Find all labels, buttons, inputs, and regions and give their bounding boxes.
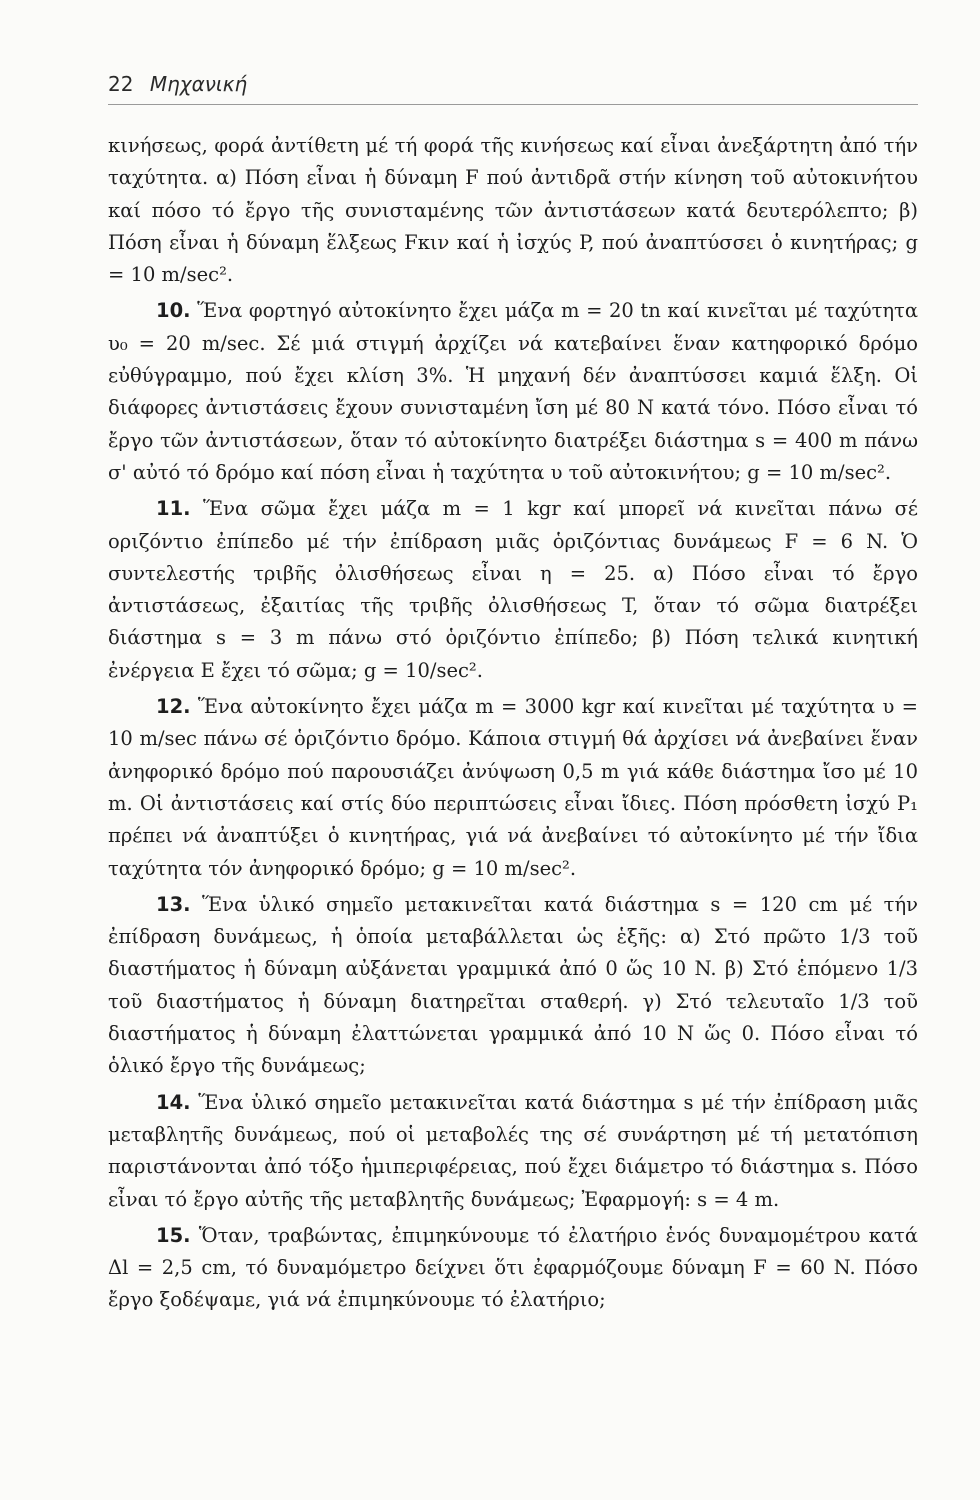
exercise-14 — [108, 1087, 918, 1216]
exercise-10 — [108, 295, 918, 489]
exercise-text: Ἕνα φορτηγό αὐτοκίνητο ἔχει μάζα m = 20 tn καί κινεῖται μέ ταχύτητα υ₀ = 20 m/sec. Σέ μιά στιγμή ἀρχίζει νά κατεβαίνει ἕναν κατηφορικό δρόμο εὐθύγραμμο, πού ἔχει κλίση 3%. Ἡ μηχανή δέν ἀναπτύσσει καμιά ἕλξη. Οἱ διάφορες ἀντιστάσεις ἔχουν συνισταμένη ἴση μέ 80 N κατά τόνο. Πόσο εἶναι τό ἔργο τῶν ἀντιστάσεων, ὅταν τό αὐτοκίνητο διατρέξει διάστημα s = 400 m πάνω σ' αὐτό τό δρόμο καί πόση εἶναι ἡ ταχύτητα υ τοῦ αὐτοκινήτου; g = 10 m/sec². — [108, 299, 919, 484]
exercise-text: Ἕνα σῶμα ἔχει μάζα m = 1 kgr καί μπορεῖ νά κινεῖται πάνω σέ οριζόντιο ἐπίπεδο μέ τήν ἐπίδραση μιᾶς ὁριζόντιας δυνάμεως F = 6 N. Ὁ συντελεστής τριβῆς ὀλισθήσεως εἶναι η = 25. α) Πόσο εἶναι τό ἔργο ἀντιστάσεως, ἐξαιτίας τῆς τριβῆς ὀλισθήσεως T, ὅταν τό σῶμα διατρέξει διάστημα s = 3 m πάνω στό ὁριζόντιο ἐπίπεδο; β) Πόση τελικά κινητική ἐνέργεια E ἔχει τό σῶμα; g = 10/sec². — [108, 497, 918, 682]
exercise-text: Ἕνα αὐτοκίνητο ἔχει μάζα m = 3000 kgr καί κινεῖται μέ ταχύτητα υ = 10 m/sec πάνω σέ ὁριζόντιο δρόμο. Κάποια στιγμή θά ἀρχίσει νά ἀνεβαίνει ἕναν ἀνηφορικό δρόμο πού παρουσιάζει ἀνύψωση 0,5 m γιά κάθε διάστημα ἴσο μέ 10 m. Οἱ ἀντιστάσεις καί στίς δύο περιπτώσεις εἶναι ἴδιες. Πόση πρόσθετη ἰσχύ P₁ πρέπει νά ἀναπτύξει ὁ κινητήρας, γιά νά ἀνεβαίνει τό αὐτοκίνητο μέ τήν ἴδια ταχύτητα τόν ἀνηφορικό δρόμο; g = 10 m/sec². — [108, 695, 918, 880]
page-number: 22 — [108, 72, 134, 96]
exercise-15 — [108, 1220, 918, 1317]
text-body — [108, 130, 918, 1321]
exercise-12 — [108, 691, 918, 885]
section-title: Μηχανική — [149, 72, 248, 96]
exercise-text: Ἕνα ὑλικό σημεῖο μετακινεῖται κατά διάστημα s μέ τήν ἐπίδραση μιᾶς μεταβλητῆς δυνάμεως, πού οἱ μεταβολές της σέ συνάρτηση μέ τή μετατόπιση παριστάνονται ἀπό τόξο ἡμιπεριφέρειας, πού ἔχει διάμετρο τό διάστημα s. Πόσο εἶναι τό ἔργο αὐτῆς τῆς μεταβλητῆς δυνάμεως; Ἐφαρμογή: s = 4 m. — [108, 1090, 918, 1211]
paragraph-continued — [108, 130, 918, 291]
exercise-text: Ἕνα ὑλικό σημεῖο μετακινεῖται κατά διάστημα s = 120 cm μέ τήν ἐπίδραση δυνάμεως, ἡ ὁποία μεταβάλλεται ὡς ἑξῆς: α) Στό πρῶτο 1/3 τοῦ διαστήματος ἡ δύναμη αὐξάνεται γραμμικά ἀπό 0 ὥς 10 N. β) Στό ἑπόμενο 1/3 τοῦ διαστήματος ἡ δύναμη διατηρεῖται σταθερή. γ) Στό τελευταῖο 1/3 τοῦ διαστήματος ἡ δύναμη ἐλαττώνεται γραμμικά ἀπό 10 N ὥς 0. Πόσο εἶναι τό ὁλικό ἔργο τῆς δυνάμεως; — [108, 892, 918, 1078]
paragraph-text: κινήσεως, φορά ἀντίθετη μέ τή φορά τῆς κινήσεως καί εἶναι ἀνεξάρτητη ἀπό τήν ταχύτητα. α) Πόση εἶναι ἡ δύναμη F πού ἀντιδρᾶ στήν κίνηση τοῦ αὐτοκινήτου καί πόσο τό ἔργο τῆς συνισταμένης τῶν ἀντιστάσεων κατά δευτερόλεπτο; β) Πόση εἶναι ἡ δύναμη ἕλξεως Fκιν καί ἡ ἰσχύς P, πού ἀναπτύσσει ὁ κινητήρας; g = 10 m/sec². — [108, 134, 918, 287]
exercise-11 — [108, 493, 918, 687]
exercise-text: Ὅταν, τραβώντας, ἐπιμηκύνουμε τό ἐλατήριο ἑνός δυναμομέτρου κατά Δl = 2,5 cm, τό δυναμόμετρο δείχνει ὅτι ἐφαρμόζουμε δύναμη F = 60 N. Πόσο ἔργο ξοδέψαμε, γιά νά ἐπιμηκύνουμε τό ἐλατήριο; — [108, 1223, 919, 1312]
running-header — [108, 72, 918, 96]
header-rule — [108, 104, 918, 105]
exercise-number: 13. — [156, 892, 191, 916]
exercise-number: 10. — [156, 299, 191, 323]
exercise-13 — [108, 889, 918, 1083]
exercise-number: 11. — [156, 497, 191, 521]
exercise-number: 14. — [156, 1090, 191, 1114]
exercise-number: 12. — [156, 695, 191, 719]
exercise-number: 15. — [156, 1223, 191, 1247]
